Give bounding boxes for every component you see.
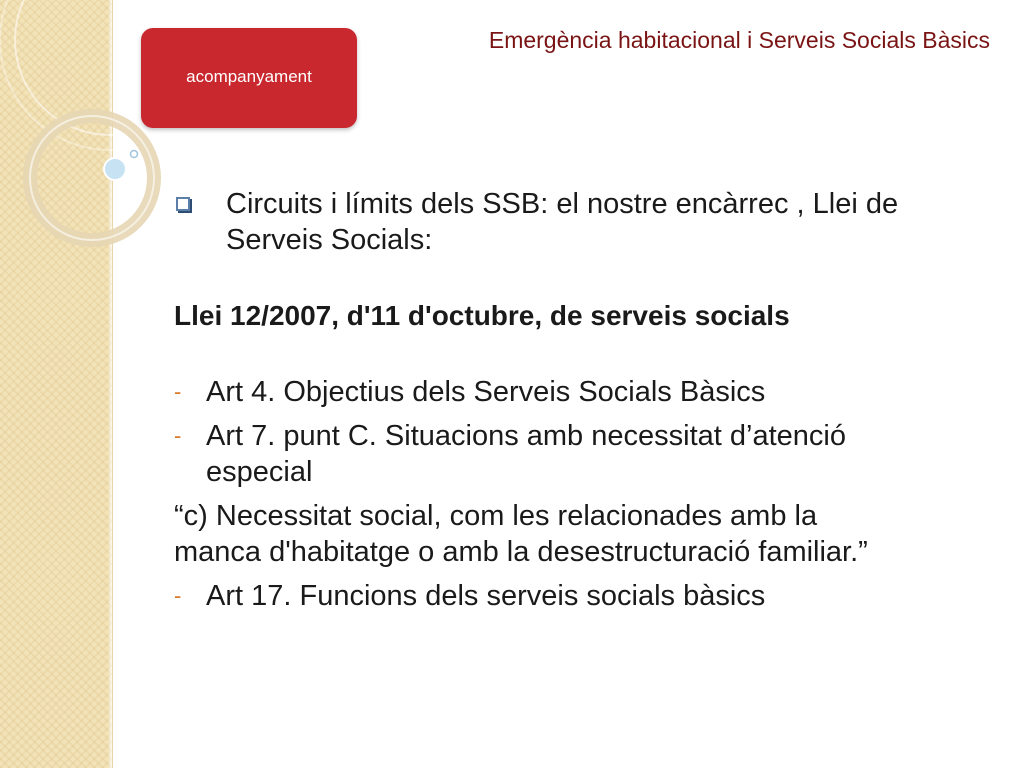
quote-block [174, 498, 974, 570]
dash-item-text: Art 17. Funcions dels serveis socials bàsics [206, 580, 766, 612]
badge-label: acompanyament [186, 67, 312, 86]
dash-item-line-1: Art 7. punt C. Situacions amb necessitat d’atenció [206, 420, 846, 452]
acompanyament-badge [141, 28, 357, 128]
dash-bullet: - [174, 423, 182, 448]
quote-line-2: manca d'habitatge o amb la desestructuració familiar.” [174, 536, 868, 568]
main-bullet-item [174, 186, 974, 258]
dash-bullet: - [174, 379, 182, 404]
dash-item-art-7 [174, 418, 974, 490]
slide-content [174, 186, 974, 614]
dash-item-art-4 [174, 374, 974, 410]
concentric-rings-decoration [0, 0, 160, 260]
dash-item-text: Art 4. Objectius dels Serveis Socials Bàsics [206, 376, 766, 408]
page-title: Emergència habitacional i Serveis Socials Bàsics [488, 27, 990, 53]
checkbox-square-icon [176, 197, 190, 211]
dash-item-line-2: especial [206, 456, 313, 488]
quote-line-1: “c) Necessitat social, com les relacionades amb la [174, 500, 818, 532]
main-bullet-line-1: Circuits i límits dels SSB: el nostre encàrrec , Llei de [226, 188, 899, 220]
main-bullet-line-2: Serveis Socials: [226, 224, 433, 256]
law-heading: Llei 12/2007, d'11 d'octubre, de serveis socials [174, 300, 790, 331]
dash-item-art-17 [174, 578, 974, 614]
dash-bullet: - [174, 583, 182, 608]
